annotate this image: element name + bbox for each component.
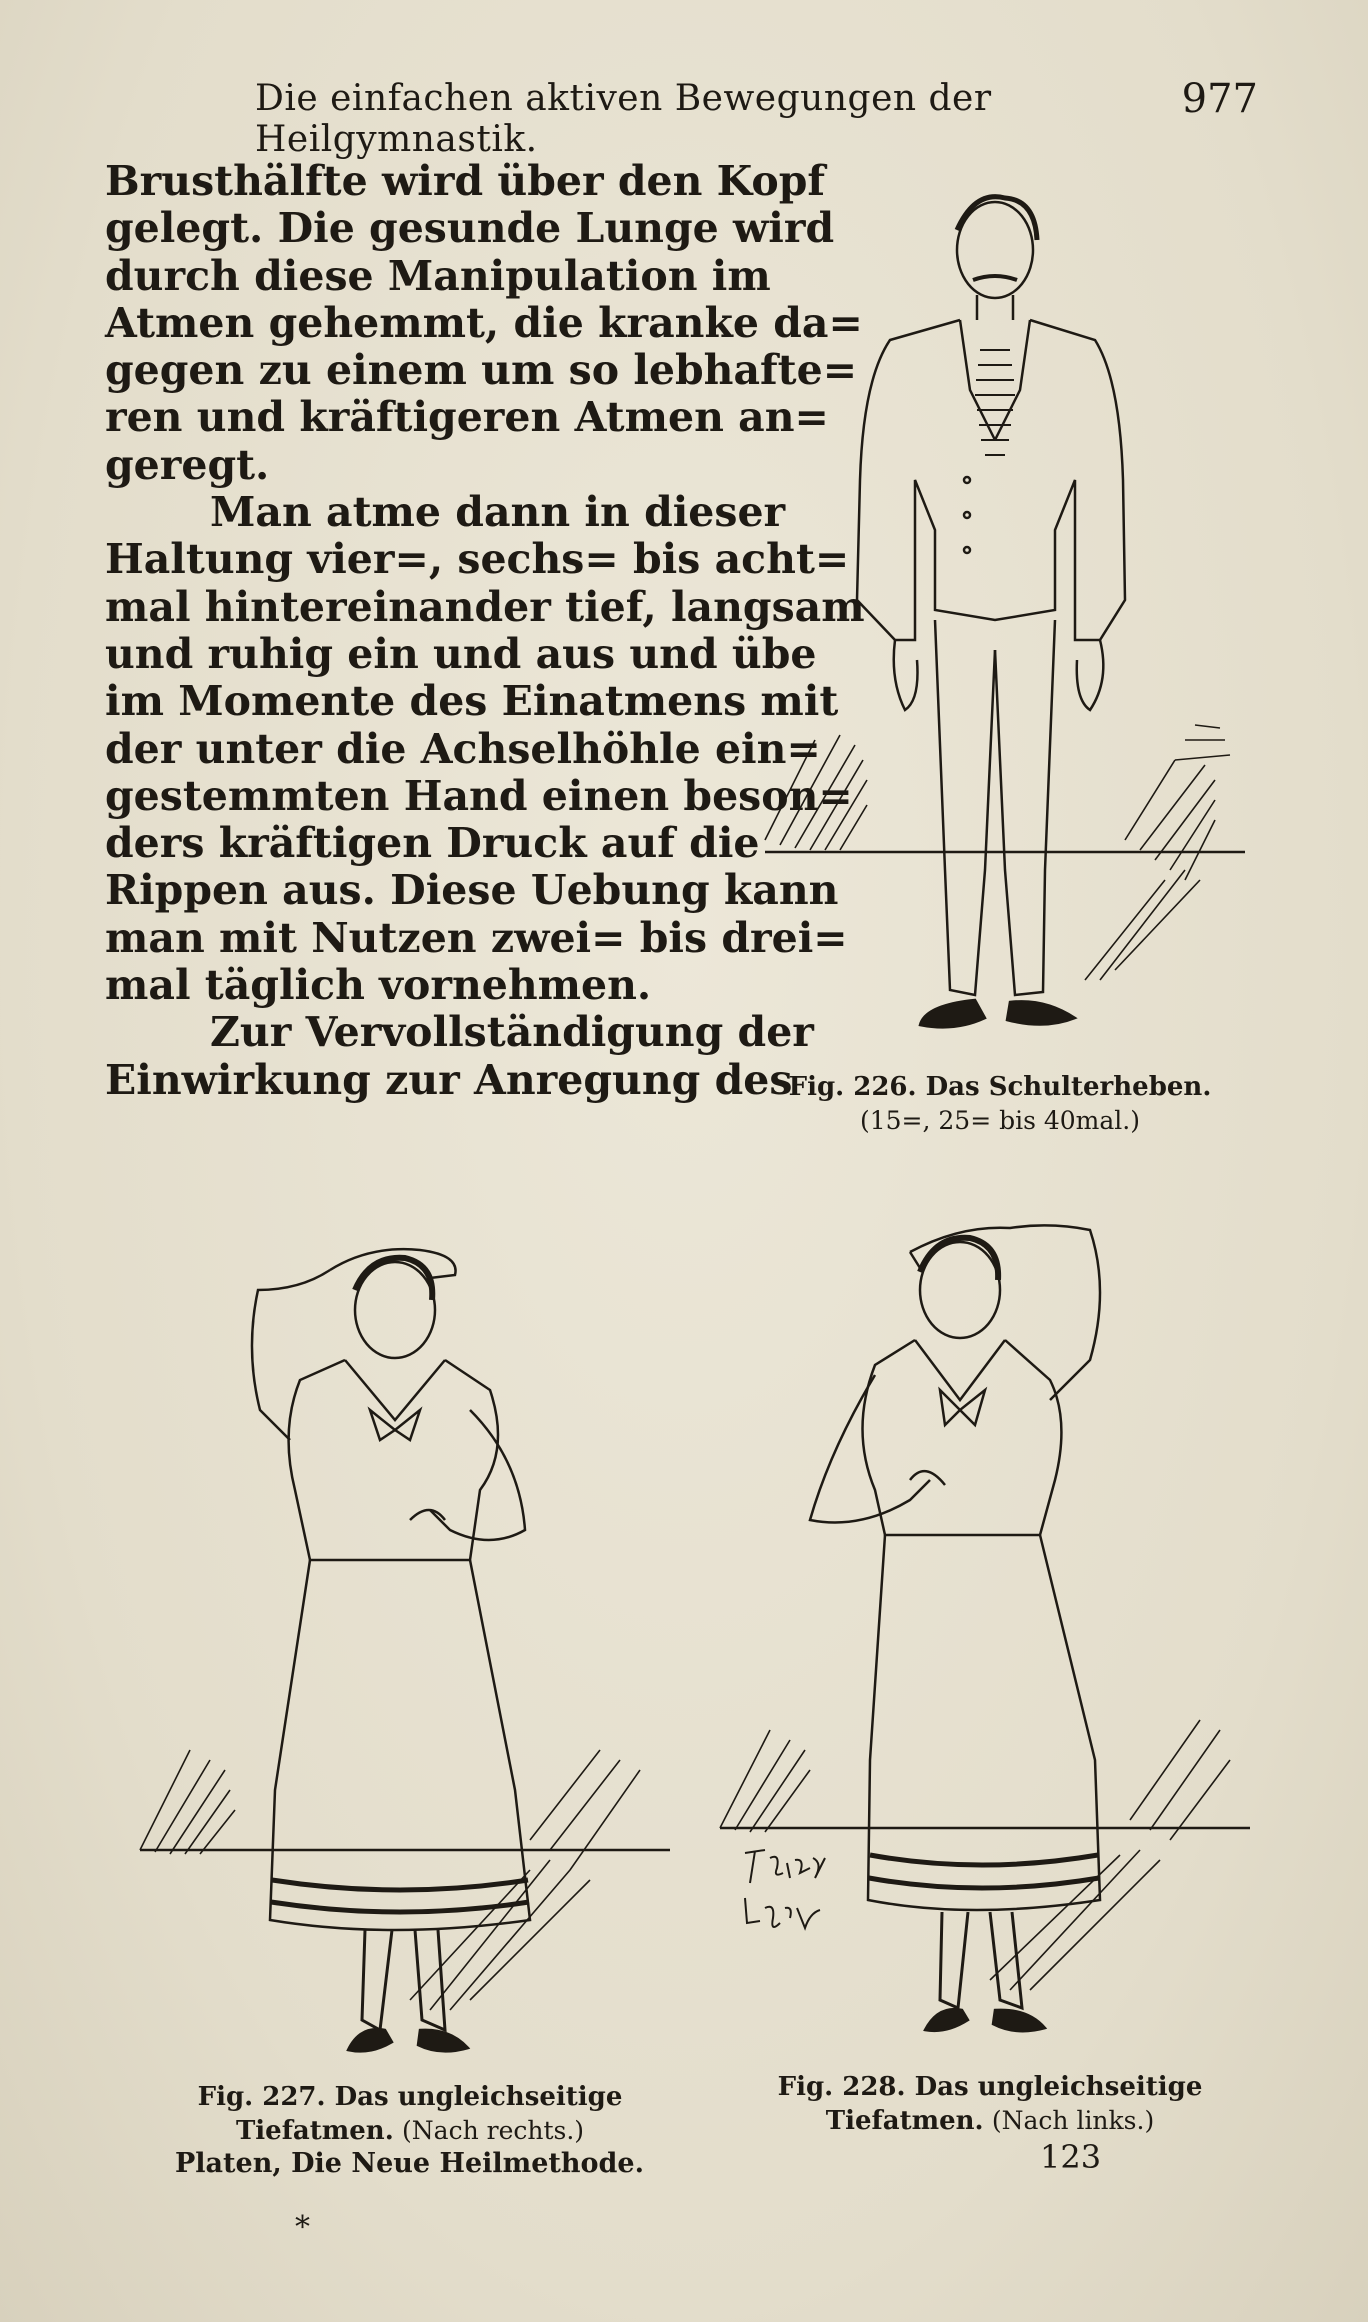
text-line: gestemmten Hand einen beson=	[105, 771, 853, 820]
text-line: gegen zu einem um so lebhafte=	[105, 346, 858, 395]
artist-signature	[735, 1838, 835, 1938]
figure-226-title: Fig. 226. Das Schulterheben.	[788, 1072, 1212, 1102]
text-line: Brusthälfte wird über den Kopf	[105, 157, 826, 205]
text-line: ren und kräftigeren Atmen an=	[105, 393, 829, 442]
figure-228-title: Fig. 228. Das ungleichseitige	[777, 2072, 1203, 2102]
text-line: geregt.	[105, 440, 270, 489]
figure-226-caption	[745, 1070, 1255, 1138]
running-title: Die einfachen aktiven Bewegungen der Heilgymnastik.	[255, 78, 992, 160]
text-line: man mit Nutzen zwei= bis drei=	[105, 913, 848, 962]
figure-226-man-illustration	[745, 180, 1255, 1080]
figure-227-subtitle: (Nach rechts.)	[402, 2116, 585, 2145]
figure-228-title-2: Tiefatmen.	[825, 2106, 984, 2136]
text-line: mal hintereinander tief, langsam	[105, 582, 865, 631]
figure-228-caption	[710, 2070, 1270, 2138]
text-line: Atmen gehemmt, die kranke da=	[105, 298, 863, 347]
figure-228-subtitle: (Nach links.)	[991, 2106, 1155, 2135]
text-line: durch diese Manipulation im	[105, 251, 771, 300]
text-line: Einwirkung zur Anregung des	[105, 1055, 793, 1104]
text-line: Man atme dann in dieser	[210, 488, 786, 537]
text-line: und ruhig ein und aus und übe	[105, 629, 817, 678]
footer-book-title: Platen, Die Neue Heilmethode.	[175, 2148, 644, 2179]
text-line: Zur Vervollständigung der	[210, 1008, 814, 1057]
footer-asterisk: *	[295, 2210, 310, 2245]
footer-signature-number: 123	[1040, 2138, 1102, 2176]
text-line: Rippen aus. Diese Uebung kann	[105, 866, 839, 915]
figure-226-subtitle: (15=, 25= bis 40mal.)	[859, 1106, 1140, 1135]
text-line: mal täglich vornehmen.	[105, 961, 652, 1010]
text-line: im Momente des Einatmens mit	[105, 677, 839, 726]
text-line: Haltung vier=, sechs= bis acht=	[105, 535, 850, 584]
body-text-column	[105, 157, 865, 1104]
page-number: 977	[1181, 76, 1258, 122]
text-line: ders kräftigen Druck auf die	[105, 819, 760, 868]
figure-227-title-2: Tiefatmen.	[235, 2116, 394, 2146]
text-line: der unter die Achselhöhle ein=	[105, 724, 821, 773]
text-line: gelegt. Die gesunde Lunge wird	[105, 204, 835, 253]
figure-227-title: Fig. 227. Das ungleichseitige	[197, 2082, 623, 2112]
figure-227-caption	[130, 2080, 690, 2148]
figure-227-woman-illustration	[130, 1230, 690, 2070]
